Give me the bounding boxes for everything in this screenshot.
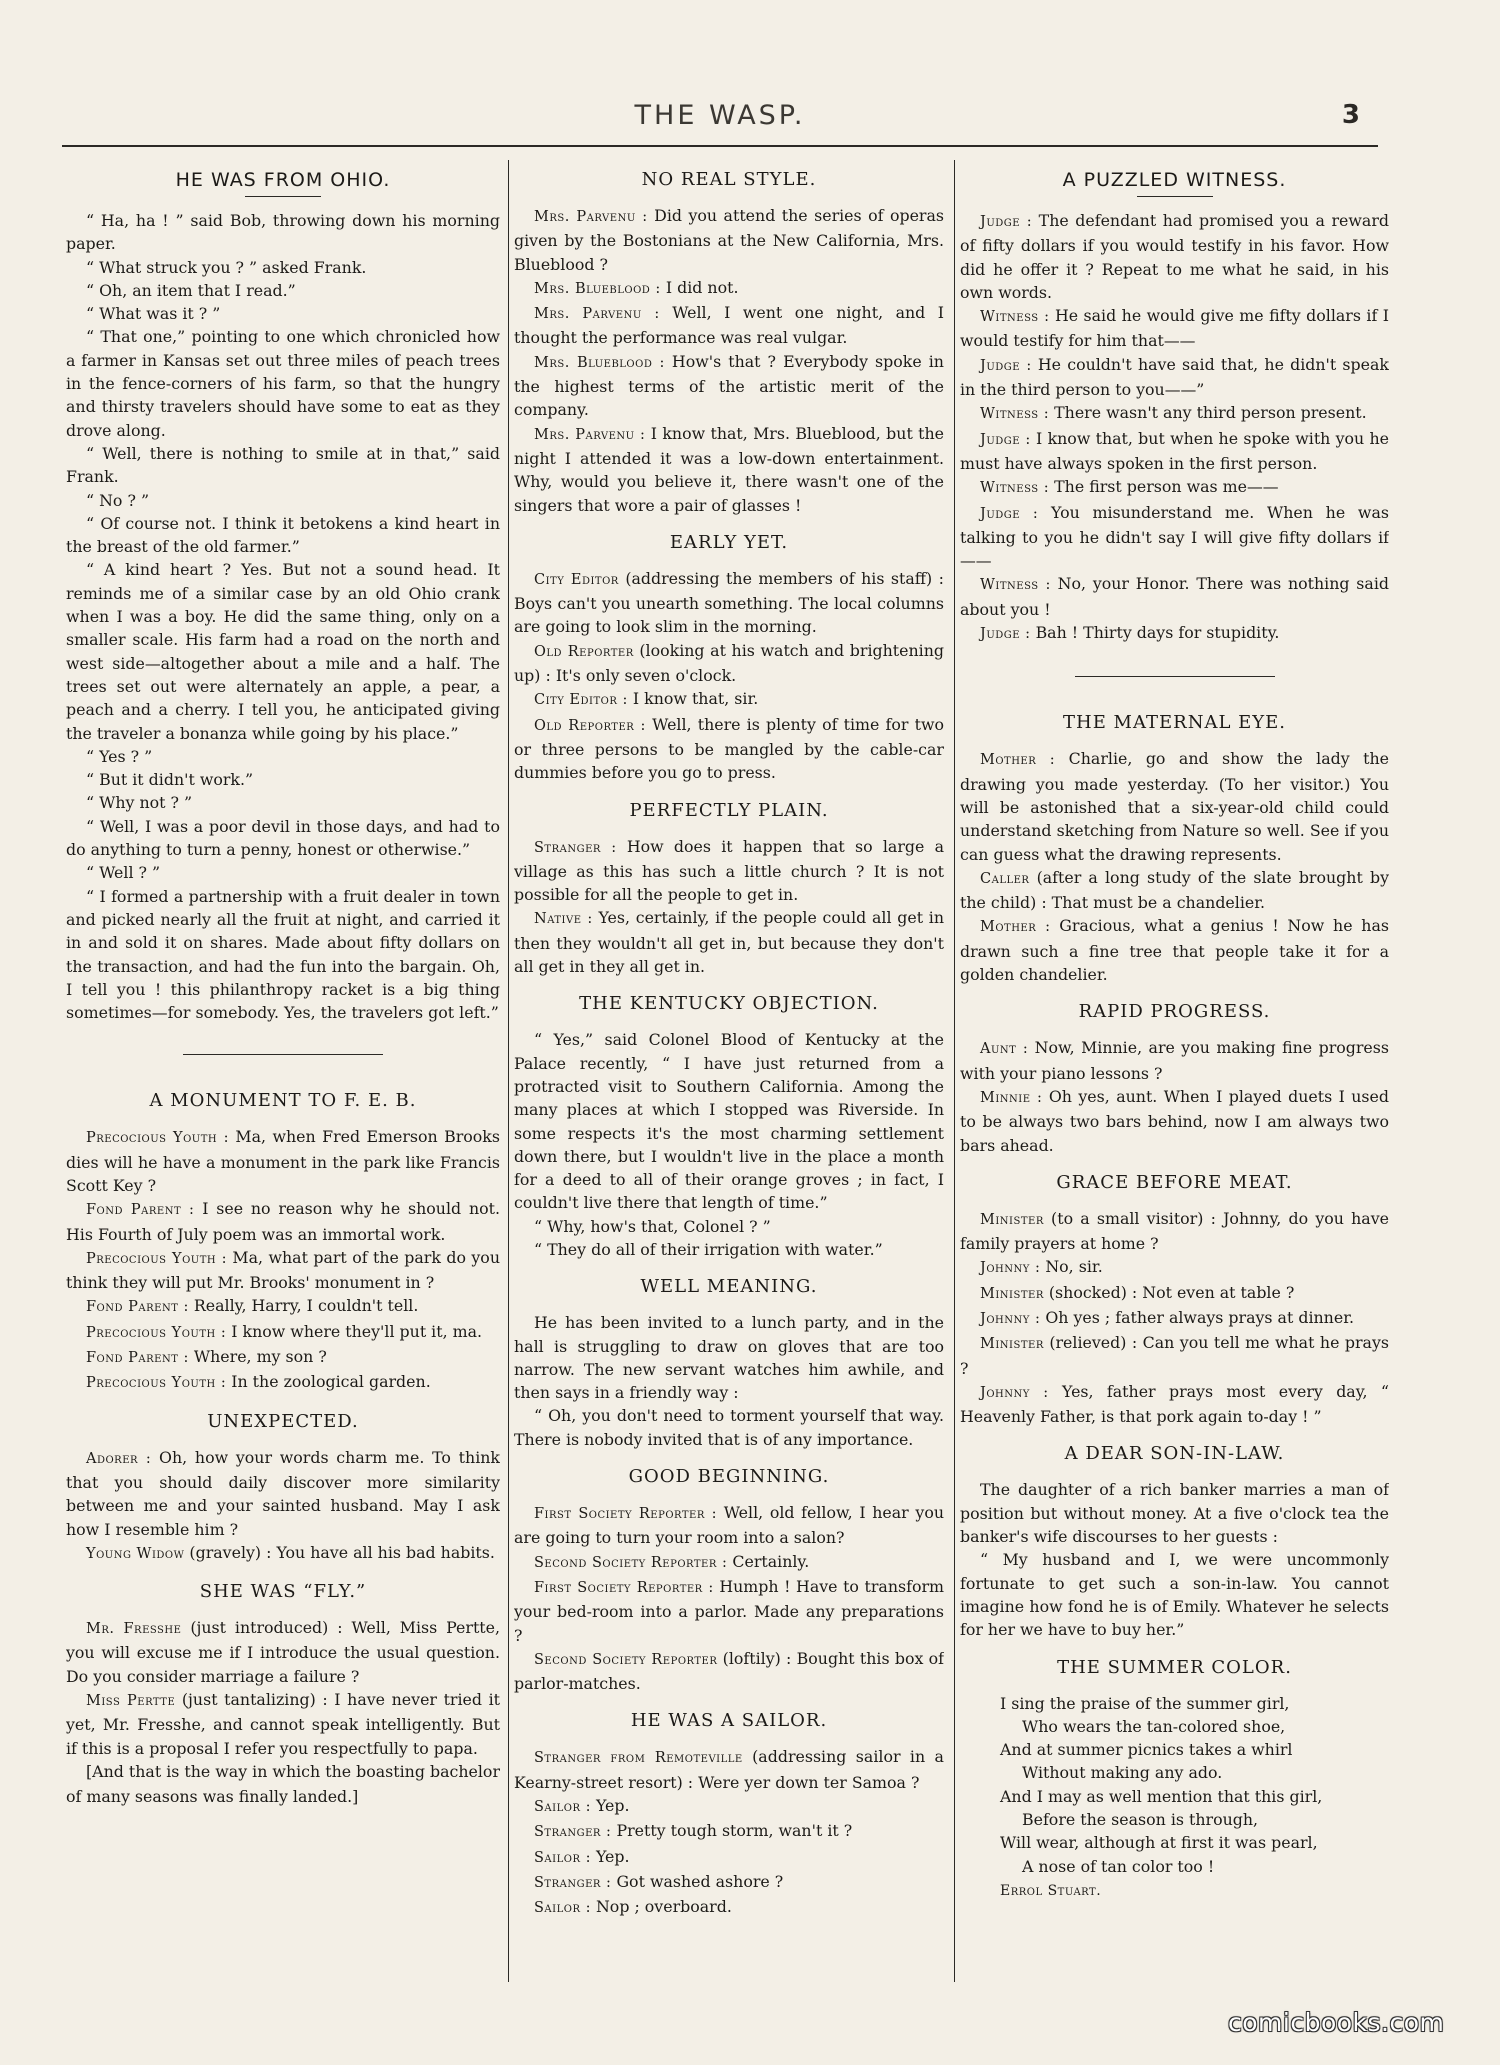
line-text: Humph ! Have to transform your bed-room into a parlor. Made any preparations ?: [514, 1576, 944, 1645]
paragraph: “ What struck you ? ” asked Frank.: [86, 257, 367, 277]
paragraph: “ I formed a partnership with a fruit dealer in town and picked nearly all the fruit at night, and carried it in and sold it on shares. Made about fifty dollars on the transaction, and had the fun into the bargain. Oh, I tell you ! this philanthropy racket is a big thing sometimes—for somebody. Yes, the travelers got left.”: [66, 886, 500, 1023]
line-text: Nop ; overboard.: [590, 1897, 732, 1917]
article-kentucky-objection: [514, 992, 944, 1261]
speaker: Witness :: [980, 480, 1050, 497]
dialogue-line: [514, 1794, 944, 1819]
paragraph: “ Why not ? ”: [86, 793, 193, 813]
speaker: Stranger :: [534, 1824, 612, 1841]
speaker: City Editor :: [534, 692, 628, 709]
paragraph: He has been invited to a lunch party, and in the hall is struggling to draw on gloves that are too narrow. The new servant watches him awhile, and then says in a friendly way :: [514, 1313, 944, 1403]
dialogue-line: [514, 1870, 944, 1895]
dialogue-line: [960, 747, 1389, 865]
line-text: I know where they'll put it, ma.: [226, 1321, 483, 1341]
dialogue-line: [960, 475, 1389, 500]
dialogue-line: [66, 1320, 500, 1345]
speaker: Native :: [534, 911, 593, 928]
line-text: (just tantalizing) : I have never tried it yet, Mr. Fresshe, and cannot speak intelligently. But if this is a proposal I refer you respectfully to papa.: [66, 1690, 500, 1758]
article-title: HE WAS A SAILOR.: [630, 1710, 828, 1732]
speaker: Mrs. Parvenu :: [534, 306, 660, 323]
dialogue-line: [514, 301, 944, 350]
line-text: You misunderstand me. When he was talking to you he didn't say I will give fifty dollars if——: [960, 502, 1389, 571]
poem-summer-color: [960, 1656, 1389, 1904]
dialogue-line: [514, 1845, 944, 1870]
paragraph: “ Ha, ha ! ” said Bob, throwing down his morning paper.: [66, 211, 500, 254]
article-title: GRACE BEFORE MEAT.: [1056, 1171, 1293, 1193]
dialogue-line: [66, 1370, 500, 1395]
masthead-title: THE WASP.: [634, 100, 806, 131]
speaker: Precocious Youth :: [86, 1324, 227, 1341]
dialogue-line: [66, 1446, 500, 1541]
dialogue-line: [66, 1688, 500, 1760]
dialogue-line: [960, 1306, 1389, 1331]
speaker: First Society Reporter :: [534, 1506, 718, 1523]
poem-line: A nose of tan color too !: [1022, 1856, 1215, 1876]
page-header: [62, 100, 1378, 148]
line-text: Well, I went one night, and I thought the performance was real vulgar.: [514, 303, 944, 348]
dialogue-line: [960, 1207, 1389, 1256]
speaker: First Society Reporter :: [534, 1579, 714, 1596]
line-text: (looking at his watch and brightening up) : It's only seven o'clock.: [514, 640, 944, 686]
speaker: Johnny :: [980, 1310, 1041, 1327]
column-divider: [954, 160, 955, 1982]
line-text: Gracious, what a genius ! Now he has drawn such a fine tree that people take it for a golden chandelier.: [960, 916, 1389, 985]
dialogue-line: [960, 304, 1389, 353]
speaker: Stranger from Remoteville: [534, 1750, 743, 1767]
dialogue-line: [514, 639, 944, 688]
section-separator: [1075, 676, 1275, 677]
paragraph: “ No ? ”: [86, 490, 150, 510]
poem-line: And I may as well mention that this girl,: [1000, 1786, 1323, 1806]
article-maternal-eye: [960, 711, 1389, 986]
line-text: Yes, father prays most every day, “ Heavenly Father, is that pork again to-day ! ”: [960, 1381, 1389, 1427]
title-rule: [245, 196, 321, 197]
speaker: Mrs. Blueblood :: [534, 354, 665, 371]
speaker: Old Reporter: [534, 643, 634, 660]
speaker: Judge :: [980, 431, 1031, 448]
line-text: I know that, Mrs. Blueblood, but the night I attended it was a low-down entertainment. Why, would you believe it, there wasn't one of the singers that wore a pair of glasses !: [514, 423, 944, 515]
page-number: 3: [1341, 100, 1360, 130]
line-text: How does it happen that so large a village as this has such a little church ? It is not possible for all the people to get in.: [514, 836, 944, 905]
dialogue-line: [960, 427, 1389, 476]
line-text: He couldn't have said that, he didn't speak in the third person to you——”: [960, 354, 1389, 400]
paragraph: “ Of course not. I think it betokens a kind heart in the breast of the old farmer.”: [66, 513, 500, 557]
article-no-real-style: [514, 168, 944, 517]
line-text: He said he would give me fifty dollars if I would testify for him that——: [960, 306, 1389, 351]
article-well-meaning: [514, 1275, 944, 1451]
line-text: (after a long study of the slate brought by the child) : That must be a chandelier.: [960, 867, 1389, 913]
article-title: WELL MEANING.: [640, 1276, 818, 1298]
speaker: Minnie :: [980, 1089, 1043, 1106]
dialogue-line: [960, 621, 1389, 646]
paragraph: “ Well, I was a poor devil in those days, and had to do anything to turn a penny, honest or otherwise.”: [66, 816, 500, 860]
speaker: Mrs. Parvenu :: [534, 209, 648, 225]
line-text: I did not.: [660, 277, 739, 297]
speaker: Mrs. Blueblood :: [534, 280, 661, 297]
column-1: [66, 164, 500, 1984]
dialogue-line: [514, 567, 944, 639]
line-text: (addressing sailor in a Kearny-street resort) : Were yer down ter Samoa ?: [514, 1747, 944, 1792]
line-text: Charlie, go and show the lady the drawing you made yesterday. (To her visitor.) You will be astonished that a six-year-old child could understand sketching from Nature so well. See if you can guess what the drawing represents.: [960, 749, 1389, 864]
line-text: The defendant had promised you a reward of fifty dollars if you would testify in his favor. How did he offer it ? Repeat to me what he said, in his own words.: [960, 211, 1389, 302]
line-text: Ma, when Fred Emerson Brooks dies will he have a monument in the park like Francis Scott Key ?: [66, 1127, 500, 1195]
article-title: SHE WAS “FLY.”: [199, 1581, 367, 1603]
line-text: Oh yes ; father always prays at dinner.: [1040, 1307, 1355, 1327]
article-perfectly-plain: [514, 799, 944, 979]
line-text: I see no reason why he should not. His Fourth of July poem was an immortal work.: [66, 1199, 500, 1244]
dialogue-line: [960, 501, 1389, 573]
speaker: Minister: [980, 1211, 1044, 1228]
section-separator: [183, 1054, 383, 1055]
line-text: I know that, sir.: [627, 689, 759, 709]
article-monument: [66, 1089, 500, 1395]
line-text: Did you attend the series of operas given by the Bostonians at the New California, Mrs. Blueblood ?: [514, 206, 944, 274]
article-rapid-progress: [960, 1000, 1389, 1156]
speaker: Judge :: [980, 214, 1033, 230]
poem-line: Without making any ado.: [1022, 1763, 1223, 1783]
article-title: GOOD BEGINNING.: [628, 1466, 830, 1488]
header-rule: [62, 145, 1378, 147]
speaker: Witness :: [980, 309, 1050, 326]
line-text: (gravely) : You have all his bad habits.: [184, 1542, 495, 1562]
speaker: Mr. Fresshe: [86, 1621, 182, 1638]
line-text: Yep.: [590, 1796, 630, 1816]
poem-author: Errol Stuart.: [1000, 1882, 1102, 1899]
dialogue-line: [66, 1125, 500, 1197]
speaker: Mother :: [980, 919, 1051, 936]
article-title: A DEAR SON-IN-LAW.: [1064, 1443, 1285, 1465]
article-title: A PUZZLED WITNESS.: [1062, 169, 1287, 191]
speaker: Witness :: [980, 406, 1050, 423]
paragraph: “ They do all of their irrigation with water.”: [534, 1239, 883, 1259]
paragraph: “ What was it ? ”: [86, 304, 221, 324]
line-text: I know that, but when he spoke with you he must have always spoken in the first person.: [960, 428, 1389, 473]
line-text: There wasn't any third person present.: [1049, 403, 1367, 423]
speaker: Sailor :: [534, 1900, 591, 1917]
line-text: (relieved) : Can you tell me what he prays ?: [960, 1333, 1389, 1378]
line-text: Oh, how your words charm me. To think that you should daily discover more similarity between me and your sainted husband. May I ask how I resemble him ?: [66, 1447, 500, 1539]
speaker: Adorer :: [86, 1450, 152, 1467]
column-3: [960, 164, 1389, 1984]
dialogue-line: [514, 276, 944, 301]
line-text: No, sir.: [1040, 1257, 1103, 1277]
dialogue-line: [960, 1380, 1389, 1429]
line-text: (to a small visitor) : Johnny, do you have family prayers at home ?: [960, 1208, 1389, 1254]
dialogue-line: [66, 1246, 500, 1295]
dialogue-line: [960, 1255, 1389, 1280]
paragraph: “ Oh, an item that I read.”: [86, 280, 296, 300]
speaker: Judge :: [980, 357, 1032, 374]
speaker: Precocious Youth :: [86, 1375, 227, 1392]
dialogue-line: [960, 1036, 1389, 1085]
line-text: Really, Harry, I couldn't tell.: [188, 1296, 419, 1316]
line-text: [And that is the way in which the boasting bachelor of many seasons was finally landed.]: [66, 1761, 500, 1807]
dialogue-line: [514, 204, 944, 276]
line-text: Got washed ashore ?: [611, 1871, 784, 1891]
speaker: City Editor: [534, 571, 619, 588]
dialogue-line: [960, 1281, 1389, 1306]
paragraph: “ Oh, you don't need to torment yourself that way. There is nobody invited that is of any importance.: [514, 1406, 944, 1449]
dialogue-line: [960, 866, 1389, 915]
dialogue-line: [66, 1197, 500, 1246]
line-text: Yes, certainly, if the people could all get in then they wouldn't all get in, but because they don't all get in they all get in.: [514, 908, 944, 977]
speaker: Precocious Youth :: [86, 1250, 228, 1267]
speaker: Caller: [980, 870, 1030, 887]
article-title: RAPID PROGRESS.: [1078, 1001, 1271, 1023]
paragraph: “ Yes ? ”: [86, 746, 153, 766]
speaker: Witness :: [980, 577, 1051, 594]
dialogue-line: [514, 1647, 944, 1696]
article-grace-before-meat: [960, 1171, 1389, 1429]
dialogue-line: [960, 353, 1389, 402]
poem-title: THE SUMMER COLOR.: [1057, 1656, 1292, 1678]
dialogue-line: [514, 1895, 944, 1920]
article-title: UNEXPECTED.: [207, 1410, 359, 1432]
dialogue-line: [514, 1501, 944, 1550]
poem-line: I sing the praise of the summer girl,: [1000, 1693, 1290, 1713]
article-title: THE KENTUCKY OBJECTION.: [579, 993, 879, 1015]
dialogue-line: [960, 914, 1389, 986]
line-text: In the zoological garden.: [226, 1372, 431, 1392]
speaker: Fond Parent :: [86, 1202, 195, 1219]
paragraph: The daughter of a rich banker marries a man of position but without money. At a five o'clock tea the banker's wife discourses to her guests :: [960, 1480, 1389, 1547]
paragraph: “ Well, there is nothing to smile at in that,” said Frank.: [66, 443, 500, 487]
article-title: A MONUMENT TO F. E. B.: [149, 1090, 417, 1112]
article-unexpected: [66, 1410, 500, 1566]
speaker: Judge :: [980, 505, 1039, 522]
line-text: The first person was me——: [1049, 477, 1279, 497]
article-she-was-fly: [66, 1580, 500, 1808]
article-early-yet: [514, 531, 944, 785]
line-text: Where, my son ?: [188, 1347, 327, 1367]
line-text: (loftily) : Bought this box of parlor-matches.: [514, 1648, 944, 1694]
dialogue-line: [66, 1294, 500, 1319]
title-rule: [1137, 196, 1213, 197]
poem-line: And at summer picnics takes a whirl: [1000, 1740, 1293, 1760]
speaker: Minister: [980, 1336, 1044, 1353]
dialogue-line: [514, 1550, 944, 1575]
dialogue-line: [960, 572, 1389, 621]
line-text: Certainly.: [727, 1551, 810, 1571]
paragraph: “ But it didn't work.”: [86, 770, 254, 790]
article-he-was-from-ohio: [66, 168, 500, 1024]
dialogue-line: [514, 1575, 944, 1647]
line-text: No, your Honor. There was nothing said about you !: [960, 574, 1389, 619]
speaker: Stranger :: [534, 839, 617, 856]
speaker: Sailor :: [534, 1849, 591, 1866]
dialogue-line: [514, 1745, 944, 1794]
speaker: Johnny :: [980, 1260, 1041, 1277]
speaker: Young Widow: [86, 1545, 185, 1562]
line-text: Pretty tough storm, wan't it ?: [611, 1821, 853, 1841]
article-title: NO REAL STYLE.: [641, 169, 817, 190]
speaker: Aunt :: [980, 1041, 1029, 1058]
poem-line: Will wear, although at first it was pearl,: [1000, 1833, 1318, 1853]
speaker: Precocious Youth :: [86, 1130, 230, 1147]
speaker: Miss Pertte: [86, 1693, 176, 1710]
line-text: (addressing the members of his staff) : Boys can't you unearth something. The local columns are going to look slim in the morning.: [514, 568, 944, 637]
speaker: Second Society Reporter :: [534, 1554, 728, 1571]
dialogue-line: [514, 350, 944, 422]
poem-line: Before the season is through,: [1022, 1810, 1259, 1830]
speaker: Stranger :: [534, 1874, 612, 1891]
dialogue-line: [514, 906, 944, 978]
dialogue-line: [66, 1760, 500, 1809]
line-text: Well, old fellow, I hear you are going to turn your room into a salon?: [514, 1503, 944, 1548]
column-2: [514, 164, 944, 1984]
paragraph: “ Why, how's that, Colonel ? ”: [534, 1216, 771, 1236]
line-text: Well, there is plenty of time for two or three persons to be mangled by the cable-car dummies before you go to press.: [514, 714, 944, 783]
article-puzzled-witness: [960, 168, 1389, 646]
paragraph: “ Well ? ”: [86, 863, 161, 883]
article-title: PERFECTLY PLAIN.: [629, 799, 829, 821]
speaker: Fond Parent :: [86, 1299, 189, 1316]
line-text: How's that ? Everybody spoke in the highest terms of the artistic merit of the company.: [514, 351, 944, 420]
paragraph: “ My husband and I, we were uncommonly fortunate to get such a son-in-law. You cannot imagine how fond he is of Emily. Whatever he selects for her we have to buy her.”: [960, 1550, 1389, 1640]
speaker: Mother :: [980, 752, 1056, 769]
dialogue-line: [514, 687, 944, 712]
speaker: Judge :: [980, 626, 1031, 643]
dialogue-line: [960, 1331, 1389, 1380]
line-text: Now, Minnie, are you making fine progress with your piano lessons ?: [960, 1038, 1389, 1083]
dialogue-line: [514, 713, 944, 785]
speaker: Minister: [980, 1285, 1044, 1302]
speaker: Johnny :: [980, 1384, 1049, 1401]
article-he-was-a-sailor: [514, 1709, 944, 1920]
line-text: Oh yes, aunt. When I played duets I used to be always two bars behind, now I am always two bars ahead.: [960, 1086, 1389, 1155]
article-good-beginning: [514, 1465, 944, 1695]
dialogue-line: [514, 1819, 944, 1844]
poem-line: Who wears the tan-colored shoe,: [1022, 1716, 1286, 1736]
paragraph: “ That one,” pointing to one which chronicled how a farmer in Kansas set out three miles of peach trees in the fence-corners of his farm, so that the hungry and thirsty travelers should have some to eat as they drove along.: [66, 327, 500, 440]
speaker: Old Reporter :: [534, 717, 646, 734]
column-divider: [508, 160, 509, 1982]
article-title: EARLY YET.: [669, 531, 789, 553]
article-title: HE WAS FROM OHIO.: [175, 169, 391, 191]
article-title: THE MATERNAL EYE.: [1062, 712, 1286, 734]
dialogue-line: [514, 422, 944, 517]
line-text: Bah ! Thirty days for stupidity.: [1030, 623, 1280, 643]
line-text: Yep.: [590, 1846, 630, 1866]
article-dear-son-in-law: [960, 1442, 1389, 1641]
paragraph: “ A kind heart ? Yes. But not a sound head. It reminds me of a similar case by an old Ohio crank when I was a boy. He did the same thing, only on a smaller scale. His farm had a road on the north and west side—altogether about a mile and a half. The trees set out were alternately an apple, a pear, a peach and a cherry. I tell you, he anticipated giving the traveler a bonanza while going by his place.”: [66, 560, 500, 743]
line-text: (shocked) : Not even at table ?: [1043, 1282, 1295, 1302]
dialogue-line: [960, 1085, 1389, 1157]
speaker: Mrs. Parvenu :: [534, 426, 646, 443]
speaker: Second Society Reporter: [534, 1651, 718, 1668]
dialogue-line: [514, 835, 944, 907]
dialogue-line: [66, 1541, 500, 1566]
line-text: Ma, what part of the park do you think they will put Mr. Brooks' monument in ?: [66, 1247, 500, 1293]
paragraph: “ Yes,” said Colonel Blood of Kentucky at the Palace recently, “ I have just returned from a protracted visit to Southern California. Among the many places at which I stopped was Riverside. In some respects it's the most charming settlement down there, but I wouldn't live in the place a month for a deed to all of their orange groves ; in fact, I couldn't live there that length of time.”: [514, 1030, 944, 1213]
dialogue-line: [960, 209, 1389, 304]
speaker: Fond Parent :: [86, 1350, 189, 1367]
dialogue-line: [66, 1616, 500, 1688]
speaker: Sailor :: [534, 1799, 591, 1816]
dialogue-line: [66, 1345, 500, 1370]
line-text: (just introduced) : Well, Miss Pertte, you will excuse me if I introduce the usual question. Do you consider marriage a failure ?: [66, 1618, 500, 1686]
dialogue-line: [960, 401, 1389, 426]
site-watermark: comicbooks.com: [1228, 2008, 1445, 2037]
